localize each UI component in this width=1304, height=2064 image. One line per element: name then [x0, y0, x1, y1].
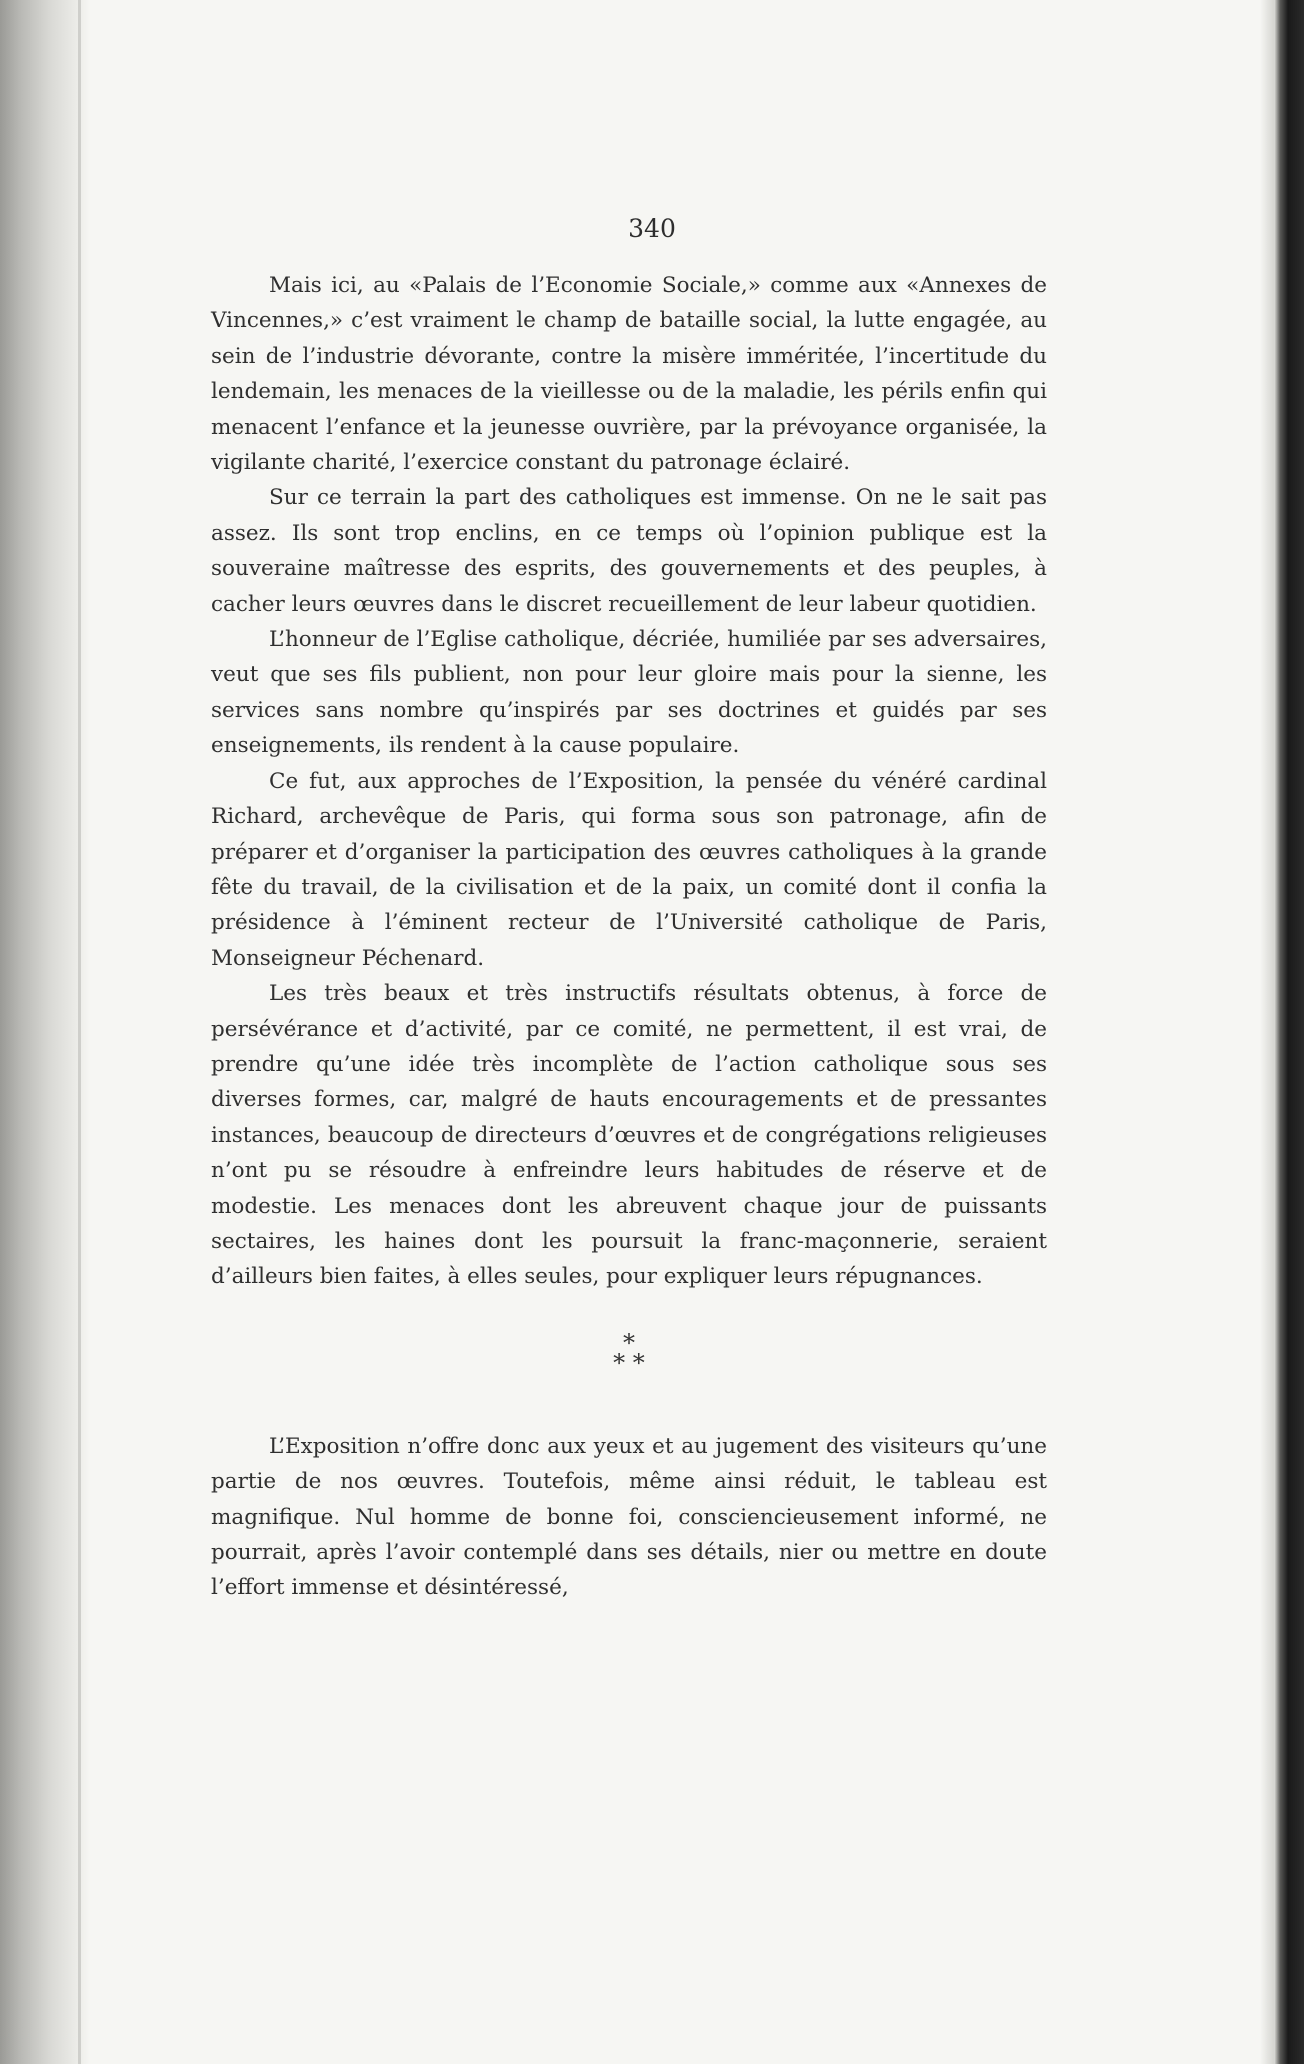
paragraph: Sur ce terrain la part des catholiques est immense. On ne le sait pas assez. Ils sont trop enclins, en ce temps où l’opinion publique est la souveraine maîtresse des esprits, des gouvernements et des peuples, à cacher leurs œuvres dans le discret recueillement de leur labeur quotidien. [211, 485, 1047, 617]
paragraph: Les très beaux et très instructifs résultats obtenus, à force de persévérance et d’activité, par ce comité, ne permettent, il est vrai, de prendre qu’une idée très incomplète de l’action catholique sous ses diverses formes, car, malgré de hauts encouragements et de pressantes instances, beaucoup de directeurs d’œuvres et de congrégations religieuses n’ont pu se résoudre à enfreindre leurs habitudes de réserve et de modestie. Les menaces dont les abreuvent chaque jour de puissants sectaires, les haines dont les poursuit la franc-maçonnerie, seraient d’ailleurs bien faites, à elles seules, pour expliquer leurs répugnances. [211, 981, 1047, 1290]
page-number: 340 [628, 214, 676, 243]
paragraph: L’honneur de l’Eglise catholique, décriée, humiliée par ses adversaires, veut que ses fils publient, non pour leur gloire mais pour la sienne, les services sans nombre qu’inspirés par ses doctrines et guidés par ses enseignements, ils rendent à la cause populaire. [211, 627, 1047, 759]
body-text [211, 268, 1047, 1606]
binding-line [78, 0, 81, 2064]
separator-asterisk-top: * [623, 1328, 635, 1357]
paragraph: Ce fut, aux approches de l’Exposition, la pensée du vénéré cardinal Richard, archevêque de Paris, qui forma sous son patronage, afin de préparer et d’organiser la participation des œuvres catholiques à la grande fête du travail, de la civilisation et de la paix, un comité dont il confia la présidence à l’éminent recteur de l’Université catholique de Paris, Monseigneur Péchenard. [211, 768, 1047, 971]
section-separator [211, 1328, 1047, 1377]
separator-asterisks-bottom: * * [613, 1348, 645, 1377]
paragraph: Mais ici, au «Palais de l’Economie Sociale,» comme aux «Annexes de Vincennes,» c’est vraiment le champ de bataille social, la lutte engagée, au sein de l’industrie dévorante, contre la misère imméritée, l’incertitude du lendemain, les menaces de la vieillesse ou de la maladie, les périls enfin qui menacent l’enfance et la jeunesse ouvrière, par la prévoyance organisée, la vigilante charité, l’exercice constant du patronage éclairé. [211, 273, 1047, 476]
paragraph: L’Exposition n’offre donc aux yeux et au jugement des visiteurs qu’une partie de nos œuvres. Toutefois, même ainsi réduit, le tableau est magnifique. Nul homme de bonne foi, consciencieusement informé, ne pourrait, après l’avoir contemplé dans ses détails, nier ou mettre en doute l’effort immense et désintéressé, [211, 1433, 1047, 1601]
binding-shadow [0, 0, 90, 2064]
page-edge-dark [1274, 0, 1304, 2064]
page-edge-shadow [1260, 0, 1274, 2064]
